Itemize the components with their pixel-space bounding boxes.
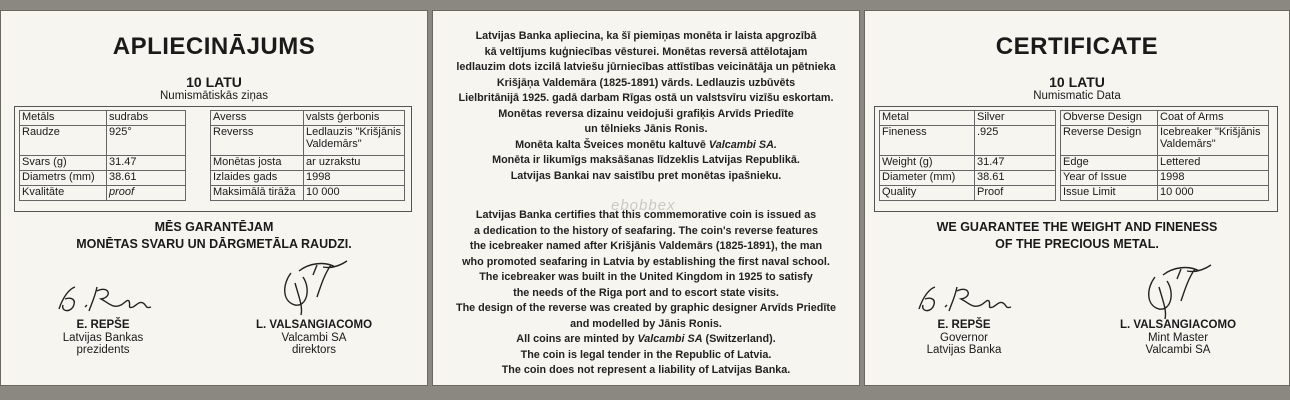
spec-label: Raudze: [20, 126, 107, 156]
spec-label: Metāls: [20, 111, 107, 126]
table-row: [1061, 111, 1269, 126]
watermark: ebobbex: [611, 197, 676, 214]
signer-role: Latvijas Bankas: [62, 331, 144, 344]
denomination: 10 LATU: [186, 74, 242, 90]
spec-label: Fineness: [880, 126, 975, 156]
spec-value: .925: [975, 126, 1056, 156]
table-row: [1061, 156, 1269, 171]
specs-table-left: [879, 110, 1056, 201]
signer-1: [28, 319, 178, 357]
spec-label: Metal: [880, 111, 975, 126]
text-line: Monēta ir likumīgs maksāšanas līdzeklis Latvijas Republikā.: [492, 154, 800, 166]
certificate-title: CERTIFICATE: [995, 33, 1159, 60]
certificate-title: APLIECINĀJUMS: [112, 33, 316, 60]
text-line: The design of the reverse was created by graphic designer Arvīds Priedīte: [455, 302, 837, 314]
text-line: and modelled by Jānis Ronis.: [570, 317, 722, 330]
signer-2: [1103, 319, 1253, 357]
spec-label: Reverse Design: [1061, 126, 1158, 156]
text-line: The coin does not represent a liability of Latvijas Banka.: [501, 364, 791, 376]
spec-value: 10 000: [304, 186, 405, 201]
table-row: [1061, 126, 1269, 156]
table-row: [880, 156, 1056, 171]
guarantee-line: WE GUARANTEE THE WEIGHT AND FINENESS: [936, 220, 1218, 234]
signature-valsangiacomo: [1137, 257, 1217, 323]
spec-value: ar uzrakstu: [304, 156, 405, 171]
table-row: [1061, 171, 1269, 186]
table-row: [211, 111, 405, 126]
specs-table-right: [1060, 110, 1269, 201]
text-line: The icebreaker was built in the United Kingdom in 1925 to satisfy: [479, 271, 813, 283]
latvian-certificate-panel: [0, 10, 428, 386]
spec-label: Izlaides gads: [211, 171, 304, 186]
table-row: [20, 111, 186, 126]
spec-label: Maksimālā tirāža: [211, 186, 304, 201]
signer-role: Latvijas Banka: [926, 344, 1002, 356]
text-line: Latvijas Banka certifies that this commemorative coin is issued as: [475, 209, 817, 221]
spec-value: Silver: [975, 111, 1056, 126]
text-line: Latvijas Bankai nav saistību pret monētas ipašnieku.: [510, 169, 782, 182]
guarantee-line: OF THE PRECIOUS METAL.: [995, 237, 1159, 251]
table-row: [1061, 186, 1269, 201]
text-line: Lielbritānijā 1925. gadā darbam Rīgas ostā un valstsvīru vizīšu eskortam.: [458, 92, 834, 104]
spec-value: proof: [107, 186, 186, 201]
table-row: [211, 156, 405, 171]
spec-value: 1998: [304, 171, 405, 186]
spec-value: 31.47: [975, 156, 1056, 171]
signature-repse: [911, 279, 1021, 319]
signer-role: Valcambi SA: [1145, 344, 1211, 356]
spec-value: Proof: [975, 186, 1056, 201]
spec-label: Kvalitāte: [20, 186, 107, 201]
spec-value: Lettered: [1158, 156, 1269, 171]
signer-role: Mint Master: [1147, 331, 1209, 344]
text-line: the icebreaker named after Krišjānis Valdemārs (1825-1891), the man: [469, 240, 823, 252]
text-line: Krišjāņa Valdemāra (1825-1891) vārds. Ledlauzis uzbūvēts: [496, 76, 796, 89]
table-row: [20, 156, 186, 171]
spec-value: 38.61: [975, 171, 1056, 186]
text-line: [443, 332, 849, 348]
spec-label: Monētas josta: [211, 156, 304, 171]
spec-value: 1998: [1158, 171, 1269, 186]
minted-prefix: Monēta kalta Šveices monētu kaltuvē: [515, 138, 706, 151]
specs-table-left: [19, 110, 186, 201]
signature-valsangiacomo: [273, 253, 353, 319]
certificate-text-panel: [432, 10, 860, 386]
signer-name: E. REPŠE: [937, 319, 991, 331]
signer-role: prezidents: [76, 344, 130, 356]
text-line: kā veltījums kuģniecības vēsturei. Monētas reversā attēlotajam: [484, 45, 808, 58]
spec-value: 10 000: [1158, 186, 1269, 201]
table-row: [211, 126, 405, 156]
text-line: Latvijas Banka apliecina, ka šī piemiņas monēta ir laista apgrozībā: [475, 30, 817, 42]
numismatic-subtitle: Numismatic Data: [1033, 90, 1121, 102]
signature-repse: [51, 279, 161, 319]
denomination: 10 LATU: [1049, 74, 1105, 90]
spec-label: Quality: [880, 186, 975, 201]
spec-label: Issue Limit: [1061, 186, 1158, 201]
english-text: [443, 208, 849, 379]
spec-value: valsts ģerbonis: [304, 111, 405, 126]
text-line: un tēlnieks Jānis Ronis.: [584, 123, 708, 135]
text-line: [443, 138, 849, 154]
text-line: who promoted seafaring in Latvia by establishing the first naval school.: [462, 255, 830, 268]
text-line: a dedication to the history of seafaring. The coin's reverse features: [474, 224, 818, 237]
numismatic-subtitle: Numismātiskās ziņas: [160, 90, 268, 102]
spec-label: Weight (g): [880, 156, 975, 171]
table-row: [20, 171, 186, 186]
specs-table-right: [210, 110, 405, 201]
spec-label: Svars (g): [20, 156, 107, 171]
spec-value: 925°: [107, 126, 186, 156]
spec-label: Edge: [1061, 156, 1158, 171]
guarantee-statement: [865, 219, 1289, 253]
spec-value: sudrabs: [107, 111, 186, 126]
table-row: [211, 171, 405, 186]
spec-label: Year of Issue: [1061, 171, 1158, 186]
mint-name: Valcambi SA.: [708, 138, 777, 151]
signer-name: L. VALSANGIACOMO: [255, 319, 373, 331]
guarantee-statement: [1, 219, 427, 253]
signer-role: direktors: [291, 344, 337, 356]
table-row: [20, 186, 186, 201]
signer-name: L. VALSANGIACOMO: [1119, 319, 1237, 331]
specs-frame: [14, 106, 412, 212]
spec-value: 31.47: [107, 156, 186, 171]
spec-label: Diameter (mm): [880, 171, 975, 186]
specs-frame: [874, 106, 1278, 212]
signer-role: Governor: [940, 331, 988, 344]
spec-value: Icebreaker "Krišjānis Valdemārs": [1158, 126, 1269, 156]
table-row: [211, 186, 405, 201]
text-line: the needs of the Riga port and to escort state visits.: [513, 286, 779, 299]
spec-label: Averss: [211, 111, 304, 126]
latvian-text: [443, 29, 849, 184]
text-line: Monētas reversa dizainu veidojuši grafiķis Arvīds Priedīte: [498, 107, 794, 120]
signer-role: Valcambi SA: [281, 331, 347, 344]
minted-prefix: All coins are minted by: [516, 333, 635, 345]
spec-value: Ledlauzis "Krišjānis Valdemārs": [304, 126, 405, 156]
guarantee-line: MONĒTAS SVARU UN DĀRGMETĀLA RAUDZI.: [76, 237, 352, 251]
mint-name: Valcambi SA: [637, 333, 703, 345]
table-row: [880, 186, 1056, 201]
spec-label: Reverss: [211, 126, 304, 156]
text-line: The coin is legal tender in the Republic of Latvia.: [520, 348, 772, 361]
signer-1: [889, 319, 1039, 357]
text-line: ledlauzim dots izcilā latviešu jūrniecības attīstības veicinātāja un pētnieka: [456, 61, 836, 73]
guarantee-line: MĒS GARANTĒJAM: [154, 220, 274, 234]
certificate-body-text: [443, 29, 849, 379]
spec-label: Diametrs (mm): [20, 171, 107, 186]
spec-value: Coat of Arms: [1158, 111, 1269, 126]
signer-2: [239, 319, 389, 357]
english-certificate-panel: [864, 10, 1290, 386]
signer-name: E. REPŠE: [76, 319, 130, 331]
table-row: [880, 111, 1056, 126]
minted-suffix: (Switzerland).: [705, 333, 776, 345]
table-row: [880, 171, 1056, 186]
spec-value: 38.61: [107, 171, 186, 186]
table-row: [20, 126, 186, 156]
spec-label: Obverse Design: [1061, 111, 1158, 126]
table-row: [880, 126, 1056, 156]
